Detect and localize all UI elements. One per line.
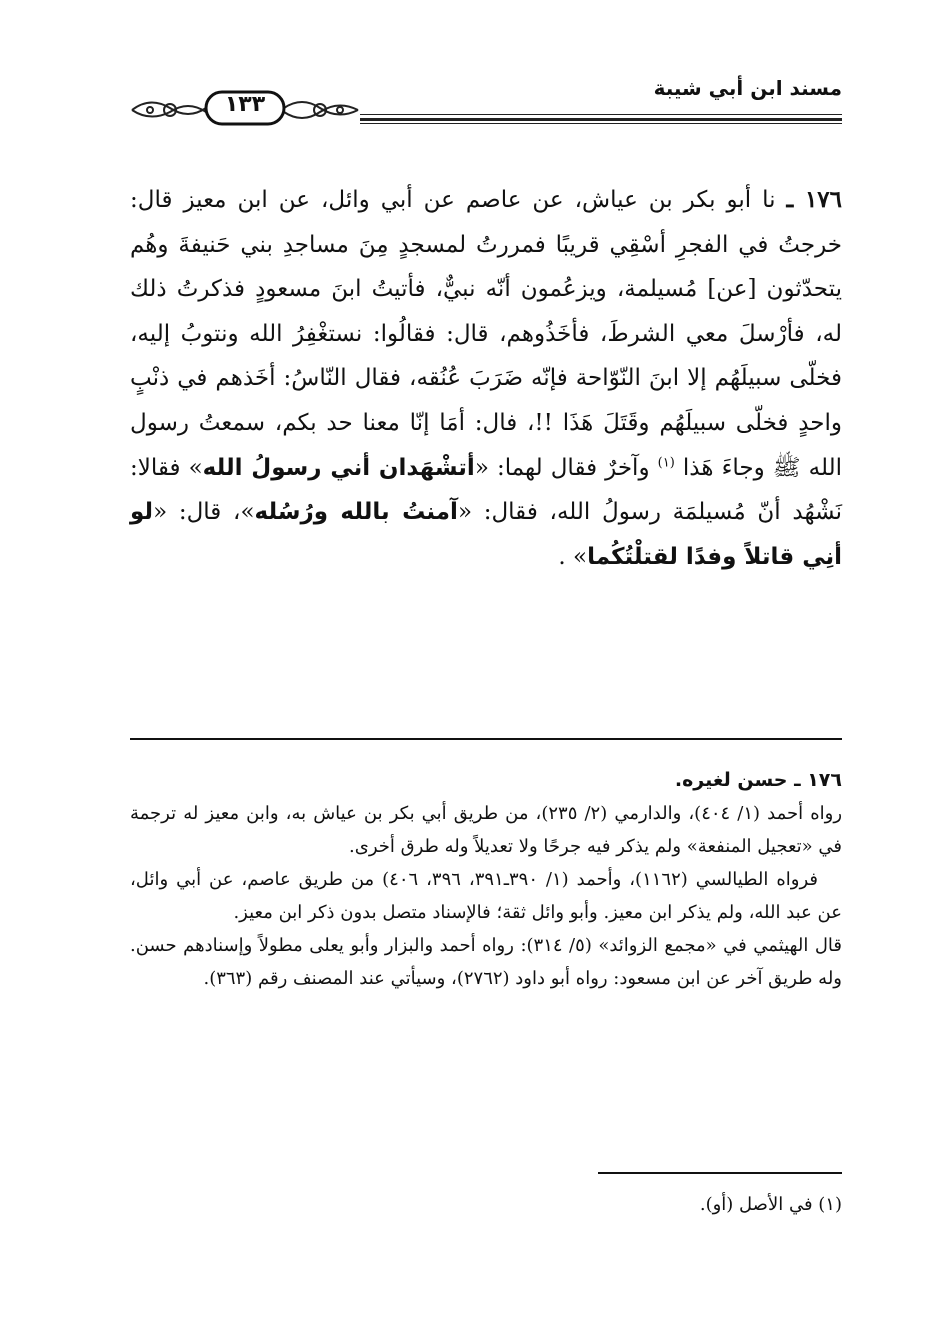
- takhrij-paragraph: قال الهيثمي في «مجمع الزوائد» (٥/ ٣١٤): رواه أحمد والبزار وأبو يعلى مطولاً وإسنادهم حسن. وله طريق آخر عن ابن مسعود: رواه أبو داود (٢٧٦٢)، وسيأتي عند المصنف رقم (٣٦٣).: [130, 935, 843, 989]
- takhrij-paragraph: فرواه الطيالسي (١١٦٢)، وأحمد (١/ ٣٩٠ـ٣٩١، ٣٩٦، ٤٠٦) من طريق عاصم، عن أبي وائل، عن عبد الله، ولم يذكر ابن معيز. وأبو وائل ثقة؛ فالإسناد متصل بدون ذكر ابن معيز.: [130, 869, 842, 923]
- quoted-speech: أتشْهَدان أني رسولُ الله: [202, 454, 475, 481]
- footnote: (١) في الأصل (أو).: [699, 1194, 842, 1215]
- hadith-text: وآخرٌ فقال لهما: «: [474, 454, 650, 481]
- hadith-paragraph: [130, 178, 842, 579]
- header-rule: [360, 114, 842, 127]
- hadith-text: نا أبو بكر بن عياش، عن عاصم عن أبي وائل، عن ابن معيز قال: خرجتُ في الفجرِ أسْقِي قريبًا فمررتُ لمسجدٍ مِنَ مساجدِ بني حَنيفةَ وهُم يتحدّثون [عن] مُسيلمة، ويزعُمون أنّه نبيٌّ، فأتيتُ ابنَ مسعودٍ فذكرتُ ذلك له، فأرْسلَ معي الشرطَ، فأخَذُوهم، قال: فقالُوا: نستغْفِرُ الله ونتوبُ إليه، فخلّى سبيلَهُم إلا ابنَ النّوّاحة فإنّه ضَرَبَ عُنُقه، فقال النّاسُ: أخَذهم في ذنْبٍ واحدٍ فخلّى سبيلَهُم وقَتَلَ هَذَا !!، فال: أمَا إنّا معنا حد بكم، سمعتُ رسول الله ﷺ وجاءَ هَذا: [130, 187, 843, 481]
- hadith-text: » فقالا: نَشْهُد أنّ مُسيلمَة رسولُ الله، فقال: «: [130, 454, 842, 526]
- book-title: مسند ابن أبي شيبة: [653, 76, 842, 100]
- hadith-number: ١٧٦ ـ: [786, 186, 842, 213]
- hadith-text: » .: [558, 543, 588, 570]
- section-divider: [130, 738, 842, 740]
- running-header: [130, 70, 842, 130]
- takhrij-paragraph: رواه أحمد (١/ ٤٠٤)، والدارمي (٢/ ٢٣٥)، من طريق أبي بكر بن عياش به، وابن معيز له ترجمة في «تعجيل المنفعة» ولم يذكر فيه جرحًا ولا تعديلاً وله طرق أخرى.: [130, 803, 843, 857]
- takhrij-heading: ١٧٦ ـ حسن لغيره.: [674, 769, 842, 791]
- quoted-speech: لو أنِي قاتلاً وفدًا لقتلْتُكُما: [130, 499, 842, 570]
- takhrij-section: [130, 764, 842, 995]
- hadith-body: [130, 178, 842, 579]
- page-number: ١٣٣: [224, 92, 266, 117]
- footnote-rule: [598, 1172, 842, 1174]
- quoted-speech: آمنتُ بالله ورُسُله: [254, 499, 458, 526]
- footnote-reference: (١): [657, 454, 675, 470]
- hadith-text: »، قال: «: [153, 499, 255, 526]
